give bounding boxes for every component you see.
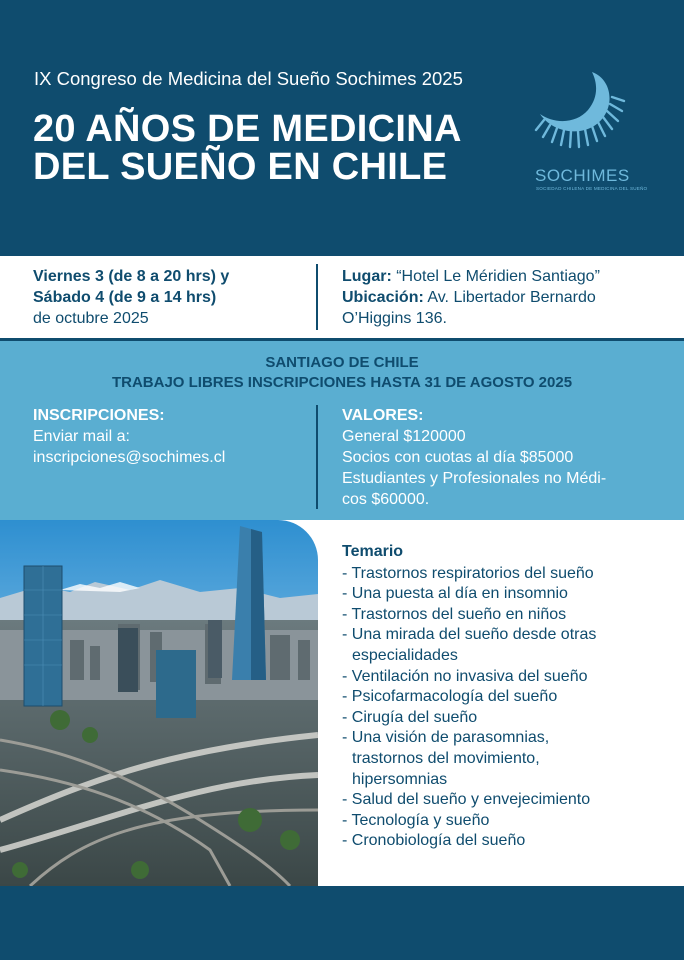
ubicacion-value: Av. Libertador Bernardo	[423, 289, 596, 306]
logo-tagline: SOCIEDAD CHILENA DE MEDICINA DEL SUEÑO	[536, 186, 648, 191]
event-subtitle: IX Congreso de Medicina del Sueño Sochimes 2025	[34, 68, 463, 89]
valor-estudiantes: Estudiantes y Profesionales no Médi-	[342, 470, 607, 487]
info-divider	[316, 264, 318, 330]
temario-item-continuation: especialidades	[352, 646, 458, 664]
event-title-line-2: DEL SUEÑO EN CHILE	[33, 146, 448, 188]
venue-lugar	[342, 266, 600, 287]
city-heading: SANTIAGO DE CHILE	[265, 354, 419, 371]
date-line-1: Viernes 3 (de 8 a 20 hrs) y	[33, 268, 230, 285]
temario-item: - Psicofarmacología del sueño	[342, 688, 558, 706]
event-info-section	[0, 256, 684, 338]
temario-title: Temario	[342, 543, 404, 560]
inscripciones-line: Enviar mail a:	[33, 428, 130, 445]
date-line-2: Sábado 4 (de 9 a 14 hrs)	[33, 289, 217, 306]
lower-section	[0, 520, 684, 886]
ubicacion-value-line-2: O’Higgins 136.	[342, 310, 447, 327]
date-line-3: de octubre 2025	[33, 310, 149, 327]
footer-band	[0, 886, 684, 960]
event-venue	[342, 266, 600, 329]
temario-item: - Cronobiología del sueño	[342, 832, 526, 850]
inscripciones-title: INSCRIPCIONES:	[33, 407, 165, 424]
temario-item-continuation: hipersomnias	[352, 770, 448, 788]
event-title	[33, 110, 462, 186]
valor-estudiantes-cont: cos $60000.	[342, 491, 430, 508]
temario-item: - Una visión de parasomnias,	[342, 729, 550, 747]
deadline-heading: TRABAJO LIBRES INSCRIPCIONES HASTA 31 DE AGOSTO 2025	[111, 374, 573, 391]
temario-item: - Trastornos del sueño en niños	[342, 605, 567, 623]
ubicacion-label: Ubicación:	[342, 289, 424, 306]
temario-item: - Una mirada del sueño desde otras	[342, 626, 597, 644]
registration-band	[0, 338, 684, 520]
logo-wordmark: SOCHIMES	[535, 166, 630, 185]
event-dates	[33, 266, 229, 329]
temario-item-continuation: trastornos del movimiento,	[352, 749, 540, 767]
temario-item: - Trastornos respiratorios del sueño	[342, 564, 594, 582]
santiago-skyline-image	[0, 520, 318, 886]
lugar-label: Lugar:	[342, 268, 392, 285]
inscripciones-email[interactable]: inscripciones@sochimes.cl	[33, 449, 226, 466]
inscripciones-block	[33, 405, 225, 468]
event-title-line-1: 20 AÑOS DE MEDICINA	[33, 108, 462, 150]
temario-item: - Tecnología y sueño	[342, 811, 490, 829]
valor-socios: Socios con cuotas al día $85000	[342, 449, 574, 466]
band-divider	[316, 405, 318, 509]
temario-item: - Una puesta al día en insomnio	[342, 585, 568, 603]
temario-item: - Ventilación no invasiva del sueño	[342, 667, 588, 685]
temario-item: - Salud del sueño y envejecimiento	[342, 791, 591, 809]
temario-list	[342, 542, 596, 852]
valores-title: VALORES:	[342, 407, 424, 424]
lugar-value: “Hotel Le Méridien Santiago”	[391, 268, 600, 285]
temario-item: - Cirugía del sueño	[342, 708, 478, 726]
valor-general: General $120000	[342, 428, 466, 445]
valores-block	[342, 405, 606, 510]
venue-ubicacion	[342, 287, 600, 308]
header	[0, 0, 684, 256]
